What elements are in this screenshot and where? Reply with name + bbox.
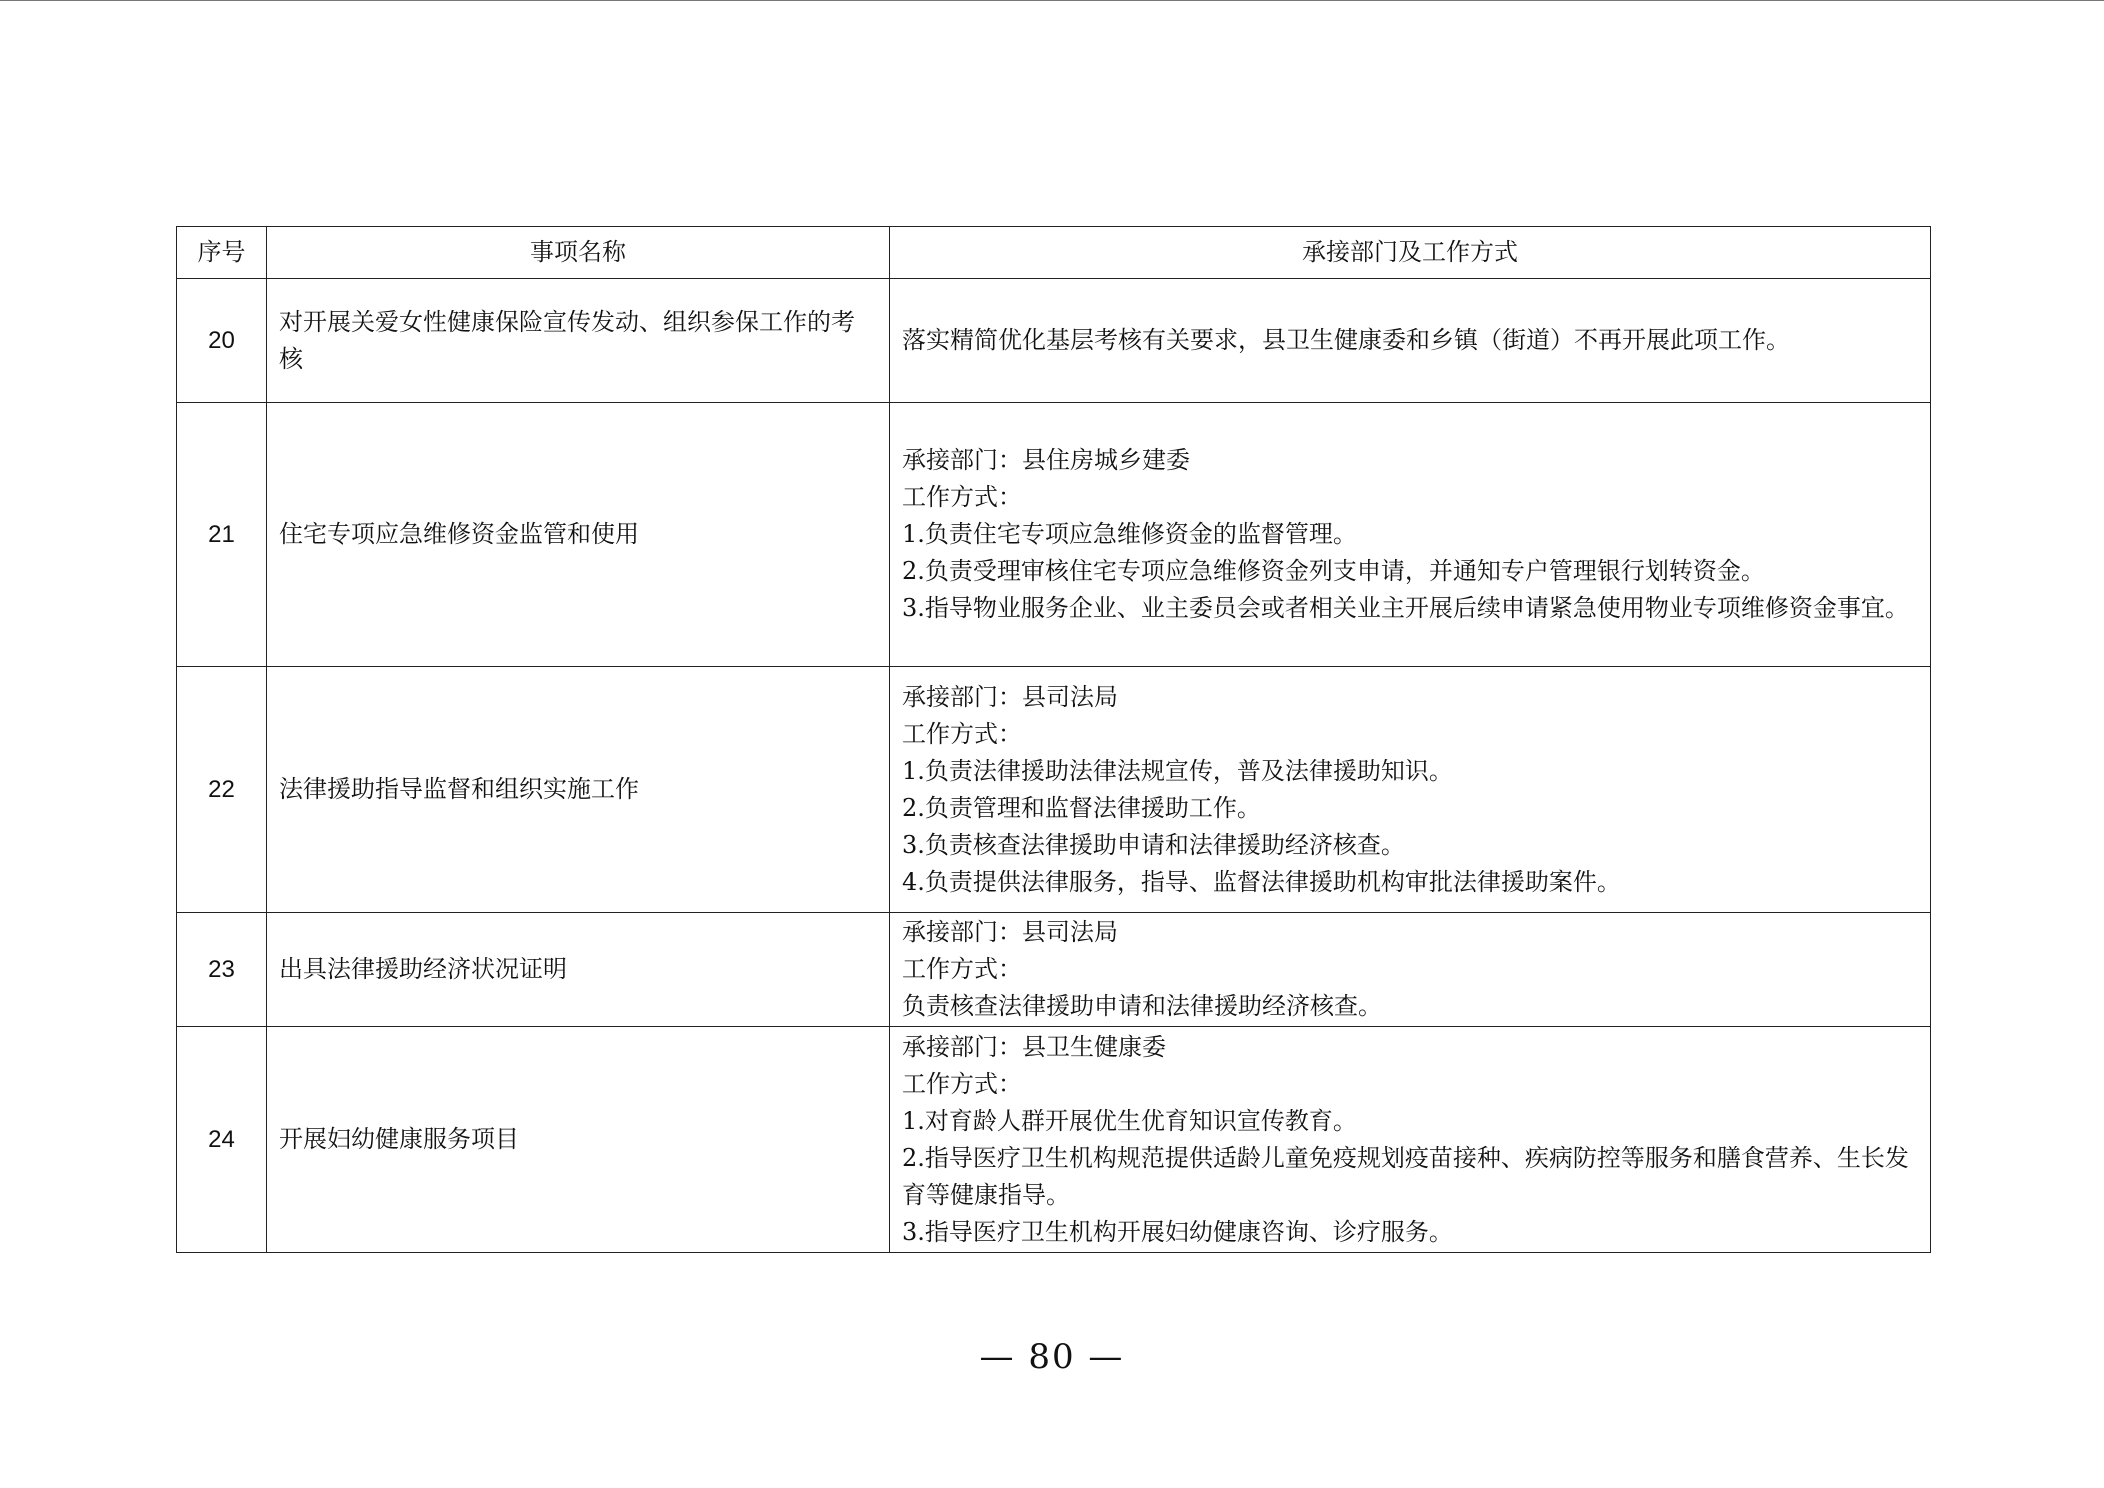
header-serial-number: 序号 — [177, 227, 267, 279]
row-department-method — [890, 667, 1931, 913]
row-matter-name: 对开展关爱女性健康保险宣传发动、组织参保工作的考核 — [267, 279, 890, 403]
row-department-method — [890, 403, 1931, 667]
dept-line: 承接部门：县司法局 — [902, 682, 1118, 711]
row-department-method — [890, 913, 1931, 1027]
dept-line: 工作方式： — [902, 1069, 1022, 1098]
header-matter-name: 事项名称 — [267, 227, 890, 279]
row-serial-number: 22 — [177, 667, 267, 913]
dept-line: 承接部门：县司法局 — [902, 918, 1118, 946]
table-row — [177, 913, 1931, 1027]
table-row — [177, 403, 1931, 667]
dept-line: 1.负责住宅专项应急维修资金的监督管理。 — [902, 520, 1357, 548]
dept-line: 工作方式： — [902, 719, 1022, 748]
dept-line: 承接部门：县住房城乡建委 — [902, 446, 1190, 474]
dept-line: 工作方式： — [902, 955, 1022, 983]
dept-line: 4.负责提供法律服务，指导、监督法律援助机构审批法律援助案件。 — [902, 867, 1621, 896]
page-number: — 80 — — [979, 1337, 1125, 1377]
table-header-row — [177, 227, 1931, 279]
dept-line: 3.负责核查法律援助申请和法律援助经济核查。 — [902, 830, 1405, 859]
header-department-method: 承接部门及工作方式 — [890, 227, 1931, 279]
table-row — [177, 279, 1931, 403]
dept-line: 2.指导医疗卫生机构规范提供适龄儿童免疫规划疫苗接种、疾病防控等服务和膳食营养、生长发育等健康指导。 — [902, 1143, 1909, 1209]
dept-line: 承接部门：县卫生健康委 — [902, 1032, 1166, 1061]
dept-line: 2.负责管理和监督法律援助工作。 — [902, 793, 1261, 822]
dept-line: 3.指导物业服务企业、业主委员会或者相关业主开展后续申请紧急使用物业专项维修资金事宜。 — [902, 594, 1909, 622]
matters-table — [176, 226, 1931, 1253]
dept-line: 1.对育龄人群开展优生优育知识宣传教育。 — [902, 1106, 1357, 1135]
dept-line: 负责核查法律援助申请和法律援助经济核查。 — [902, 992, 1382, 1020]
row-serial-number: 21 — [177, 403, 267, 667]
row-serial-number: 20 — [177, 279, 267, 403]
table-row — [177, 667, 1931, 913]
row-matter-name: 法律援助指导监督和组织实施工作 — [267, 667, 890, 913]
row-serial-number: 23 — [177, 913, 267, 1027]
row-matter-name: 开展妇幼健康服务项目 — [267, 1027, 890, 1253]
dept-line: 3.指导医疗卫生机构开展妇幼健康咨询、诊疗服务。 — [902, 1217, 1453, 1246]
table-row — [177, 1027, 1931, 1253]
row-department-method — [890, 279, 1931, 403]
row-matter-name: 住宅专项应急维修资金监管和使用 — [267, 403, 890, 667]
dept-line: 工作方式： — [902, 483, 1022, 511]
row-matter-name: 出具法律援助经济状况证明 — [267, 913, 890, 1027]
dept-line: 1.负责法律援助法律法规宣传，普及法律援助知识。 — [902, 756, 1453, 785]
row-serial-number: 24 — [177, 1027, 267, 1253]
dept-line: 2.负责受理审核住宅专项应急维修资金列支申请，并通知专户管理银行划转资金。 — [902, 557, 1765, 585]
dept-line: 落实精简优化基层考核有关要求，县卫生健康委和乡镇（街道）不再开展此项工作。 — [902, 326, 1790, 354]
row-department-method — [890, 1027, 1931, 1253]
